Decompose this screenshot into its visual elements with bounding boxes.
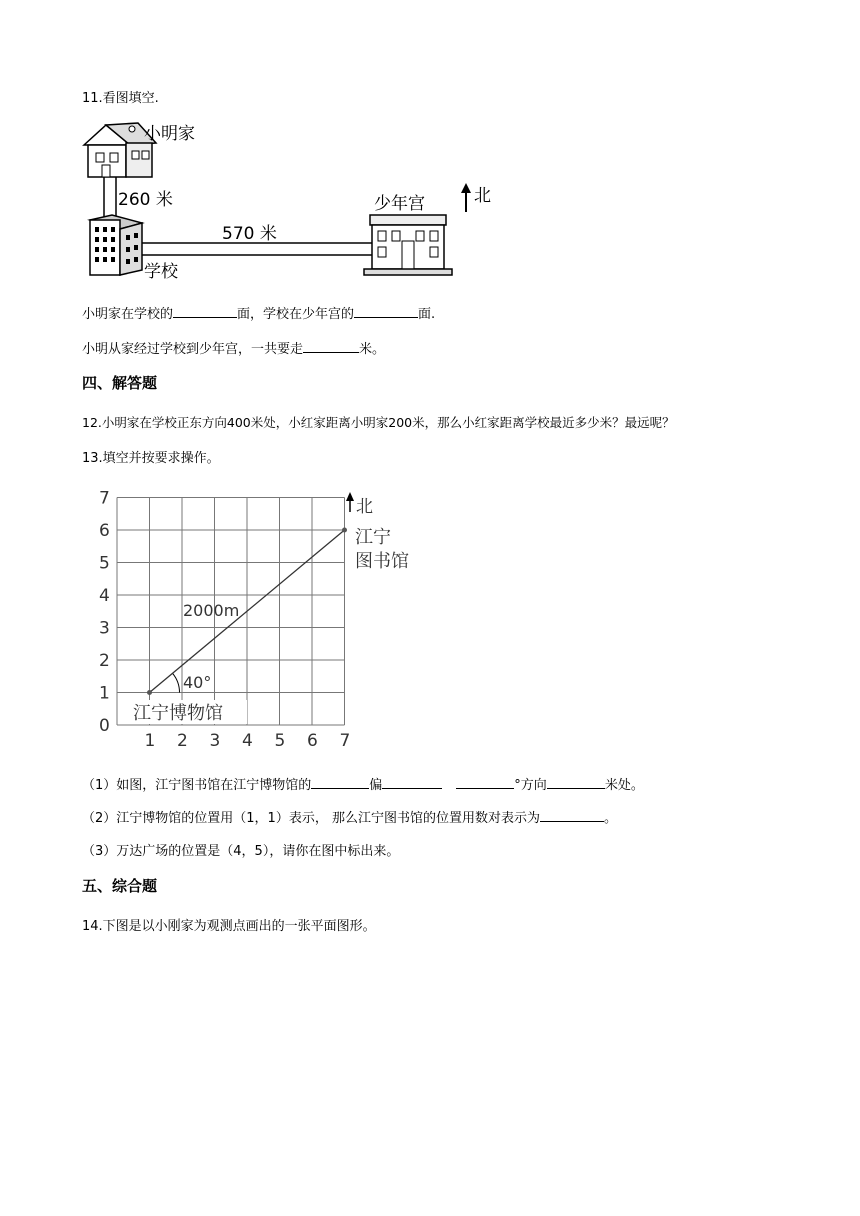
x-tick-label: 1 — [144, 731, 156, 751]
north-label: 北 — [356, 497, 373, 517]
x-tick-label: 2 — [177, 731, 188, 751]
q13-prompt: 13.填空并按要求操作。 — [82, 451, 220, 466]
q11-map-figure — [82, 115, 522, 285]
x-tick-label: 7 — [339, 731, 351, 751]
y-tick-label: 2 — [99, 651, 110, 671]
distance-label: 2000m — [183, 601, 240, 620]
home-school-distance-label: 260 米 — [118, 190, 173, 210]
y-tick-label: 6 — [99, 521, 110, 541]
answer-blank[interactable] — [456, 775, 514, 789]
q14-text: 14.下图是以小刚家为观测点画出的一张平面图形。 — [82, 919, 376, 934]
section-heading-4: 四、解答题 — [82, 374, 158, 392]
x-tick-label: 5 — [274, 731, 286, 751]
museum-label: 江宁博物馆 — [133, 703, 223, 724]
angle-label: 40° — [183, 673, 212, 692]
q11-fill-line-1: 小明家在学校的 面，学校在少年宫的 面. — [82, 304, 435, 324]
y-tick-label: 7 — [99, 488, 110, 509]
y-tick-label: 0 — [99, 716, 110, 736]
answer-blank[interactable] — [354, 304, 418, 318]
x-tick-label: 6 — [307, 731, 318, 751]
answer-blank[interactable] — [540, 808, 604, 822]
answer-blank[interactable] — [311, 775, 369, 789]
y-tick-label: 1 — [99, 683, 110, 704]
y-tick-label: 4 — [99, 586, 110, 606]
library-label-line-1: 江宁 — [355, 527, 391, 548]
q12-text: 12.小明家在学校正东方向400米处，小红家距离小明家200米，那么小红家距离学校最近多少米？最远呢？ — [82, 415, 675, 430]
y-tick-label: 5 — [99, 553, 110, 574]
north-arrow-icon — [346, 492, 354, 512]
q11-prompt: 11.看图填空. — [82, 91, 159, 106]
museum-point — [147, 690, 152, 695]
school-building-icon — [90, 215, 142, 275]
library-label-line-2: 图书馆 — [355, 551, 409, 572]
q13-sub3: （3）万达广场的位置是（4，5），请你在图中标出来。 — [82, 844, 400, 859]
answer-blank[interactable] — [303, 339, 359, 353]
youth-palace-label: 少年宫 — [374, 194, 425, 214]
library-point — [342, 528, 347, 533]
north-label: 北 — [474, 186, 491, 206]
school-palace-distance-label: 570 米 — [222, 224, 277, 244]
youth-palace-building-icon — [364, 215, 452, 275]
q13-sub1: （1）如图，江宁图书馆在江宁博物馆的 偏 °方向 米处。 — [82, 775, 644, 795]
answer-blank[interactable] — [547, 775, 605, 789]
q13-grid-figure — [95, 488, 425, 758]
answer-blank[interactable] — [173, 304, 237, 318]
x-tick-label: 4 — [242, 731, 253, 751]
q11-fill-line-2: 小明从家经过学校到少年宫，一共要走 米。 — [82, 339, 385, 359]
y-tick-label: 3 — [99, 618, 110, 639]
xiaoming-home-label: 小明家 — [144, 124, 195, 144]
y-tick-labels — [99, 489, 110, 737]
x-tick-labels — [145, 731, 351, 751]
q13-sub2: （2）江宁博物馆的位置用（1，1）表示， 那么江宁图书馆的位置用数对表示为 。 — [82, 808, 617, 828]
angle-arc — [173, 673, 180, 692]
school-label: 学校 — [144, 262, 178, 282]
answer-blank[interactable] — [382, 775, 442, 789]
x-tick-label: 3 — [209, 731, 221, 751]
north-arrow-icon — [461, 183, 471, 212]
section-heading-5: 五、综合题 — [82, 877, 158, 895]
